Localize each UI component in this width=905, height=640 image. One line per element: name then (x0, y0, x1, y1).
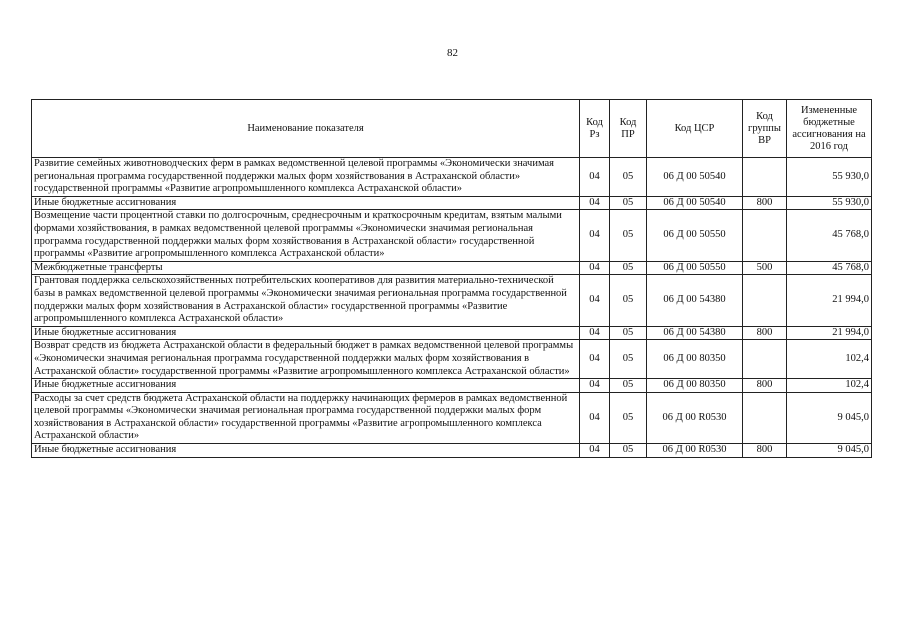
cell-code-vr: 500 (743, 261, 787, 275)
page-number: 82 (447, 47, 458, 59)
cell-amount: 9 045,0 (787, 392, 872, 443)
cell-amount: 45 768,0 (787, 261, 872, 275)
cell-code-pr: 05 (610, 275, 647, 326)
cell-code-csr: 06 Д 00 80350 (647, 340, 743, 379)
cell-indicator-name: Развитие семейных животноводческих ферм в рамках ведомственной целевой программы «Экономически значимая региональная программа государственной поддержки малых форм хозяйствования в Астраханской области» государственной программы «Развитие агропромышленного комплекса Астраханской области» (32, 158, 580, 197)
table-row (32, 210, 872, 261)
cell-amount: 45 768,0 (787, 210, 872, 261)
cell-indicator-name: Иные бюджетные ассигнования (32, 196, 580, 210)
table-row (32, 326, 872, 340)
cell-code-csr: 06 Д 00 50540 (647, 196, 743, 210)
cell-code-rz: 04 (580, 210, 610, 261)
cell-code-rz: 04 (580, 379, 610, 393)
cell-code-csr: 06 Д 00 R0530 (647, 444, 743, 458)
header-code-csr: Код ЦСР (647, 100, 743, 158)
cell-amount: 9 045,0 (787, 444, 872, 458)
cell-amount: 21 994,0 (787, 275, 872, 326)
table-row (32, 379, 872, 393)
cell-indicator-name: Грантовая поддержка сельскохозяйственных потребительских кооперативов для развития материально-технической базы в рамках ведомственной целевой программы «Экономически значимая региональная программа государственной поддержки малых форм хозяйствования в Астраханской области» государственной программы «Развитие агропромышленного комплекса Астраханской области» (32, 275, 580, 326)
cell-code-csr: 06 Д 00 50550 (647, 210, 743, 261)
cell-code-pr: 05 (610, 210, 647, 261)
cell-code-csr: 06 Д 00 50540 (647, 158, 743, 197)
cell-code-rz: 04 (580, 392, 610, 443)
cell-code-vr (743, 158, 787, 197)
cell-code-csr: 06 Д 00 80350 (647, 379, 743, 393)
cell-code-pr: 05 (610, 379, 647, 393)
cell-amount: 102,4 (787, 340, 872, 379)
cell-amount: 55 930,0 (787, 196, 872, 210)
cell-code-vr (743, 392, 787, 443)
cell-code-vr (743, 275, 787, 326)
cell-indicator-name: Расходы за счет средств бюджета Астраханской области на поддержку начинающих фермеров в рамках ведомственной целевой программы «Экономически значимая региональная программа государственной поддержки малых форм хозяйствования в Астраханской области» государственной программы «Развитие агропромышленного комплекса Астраханской области» (32, 392, 580, 443)
cell-code-vr: 800 (743, 379, 787, 393)
cell-indicator-name: Возврат средств из бюджета Астраханской области в федеральный бюджет в рамках ведомственной целевой программы «Экономически значимая региональная программа государственной поддержки малых форм хозяйствования в Астраханской области» государственной программы «Развитие агропромышленного комплекса Астраханской области» (32, 340, 580, 379)
cell-code-rz: 04 (580, 158, 610, 197)
cell-indicator-name: Возмещение части процентной ставки по долгосрочным, среднесрочным и краткосрочным кредитам, взятым малыми формами хозяйствования, в рамках ведомственной целевой программы «Экономически значимая региональная программа государственной поддержки малых форм хозяйствования в Астраханской области» государственной программы «Развитие агропромышленного комплекса Астраханской области» (32, 210, 580, 261)
cell-code-pr: 05 (610, 444, 647, 458)
header-code-vr: Код группы ВР (743, 100, 787, 158)
cell-code-csr: 06 Д 00 50550 (647, 261, 743, 275)
header-code-pr: Код ПР (610, 100, 647, 158)
header-indicator-name: Наименование показателя (32, 100, 580, 158)
cell-code-vr: 800 (743, 326, 787, 340)
table-row (32, 261, 872, 275)
table-row (32, 158, 872, 197)
cell-code-vr (743, 210, 787, 261)
cell-code-vr: 800 (743, 196, 787, 210)
cell-code-rz: 04 (580, 444, 610, 458)
table-row (32, 340, 872, 379)
cell-amount: 55 930,0 (787, 158, 872, 197)
cell-code-pr: 05 (610, 158, 647, 197)
table-row (32, 392, 872, 443)
cell-amount: 102,4 (787, 379, 872, 393)
cell-code-pr: 05 (610, 261, 647, 275)
cell-code-pr: 05 (610, 196, 647, 210)
header-amount: Измененные бюджетные ассигнования на 2016 год (787, 100, 872, 158)
cell-code-csr: 06 Д 00 54380 (647, 275, 743, 326)
cell-amount: 21 994,0 (787, 326, 872, 340)
cell-code-rz: 04 (580, 326, 610, 340)
table-row (32, 275, 872, 326)
table-row (32, 196, 872, 210)
cell-code-vr (743, 340, 787, 379)
cell-code-csr: 06 Д 00 54380 (647, 326, 743, 340)
cell-indicator-name: Межбюджетные трансферты (32, 261, 580, 275)
cell-code-rz: 04 (580, 275, 610, 326)
cell-code-pr: 05 (610, 392, 647, 443)
budget-table (31, 99, 872, 458)
table-row (32, 444, 872, 458)
cell-indicator-name: Иные бюджетные ассигнования (32, 379, 580, 393)
cell-code-rz: 04 (580, 340, 610, 379)
cell-indicator-name: Иные бюджетные ассигнования (32, 326, 580, 340)
header-code-rz: Код Рз (580, 100, 610, 158)
cell-code-pr: 05 (610, 340, 647, 379)
cell-code-rz: 04 (580, 196, 610, 210)
cell-code-rz: 04 (580, 261, 610, 275)
cell-code-vr: 800 (743, 444, 787, 458)
cell-code-csr: 06 Д 00 R0530 (647, 392, 743, 443)
cell-indicator-name: Иные бюджетные ассигнования (32, 444, 580, 458)
table-header-row (32, 100, 872, 158)
cell-code-pr: 05 (610, 326, 647, 340)
